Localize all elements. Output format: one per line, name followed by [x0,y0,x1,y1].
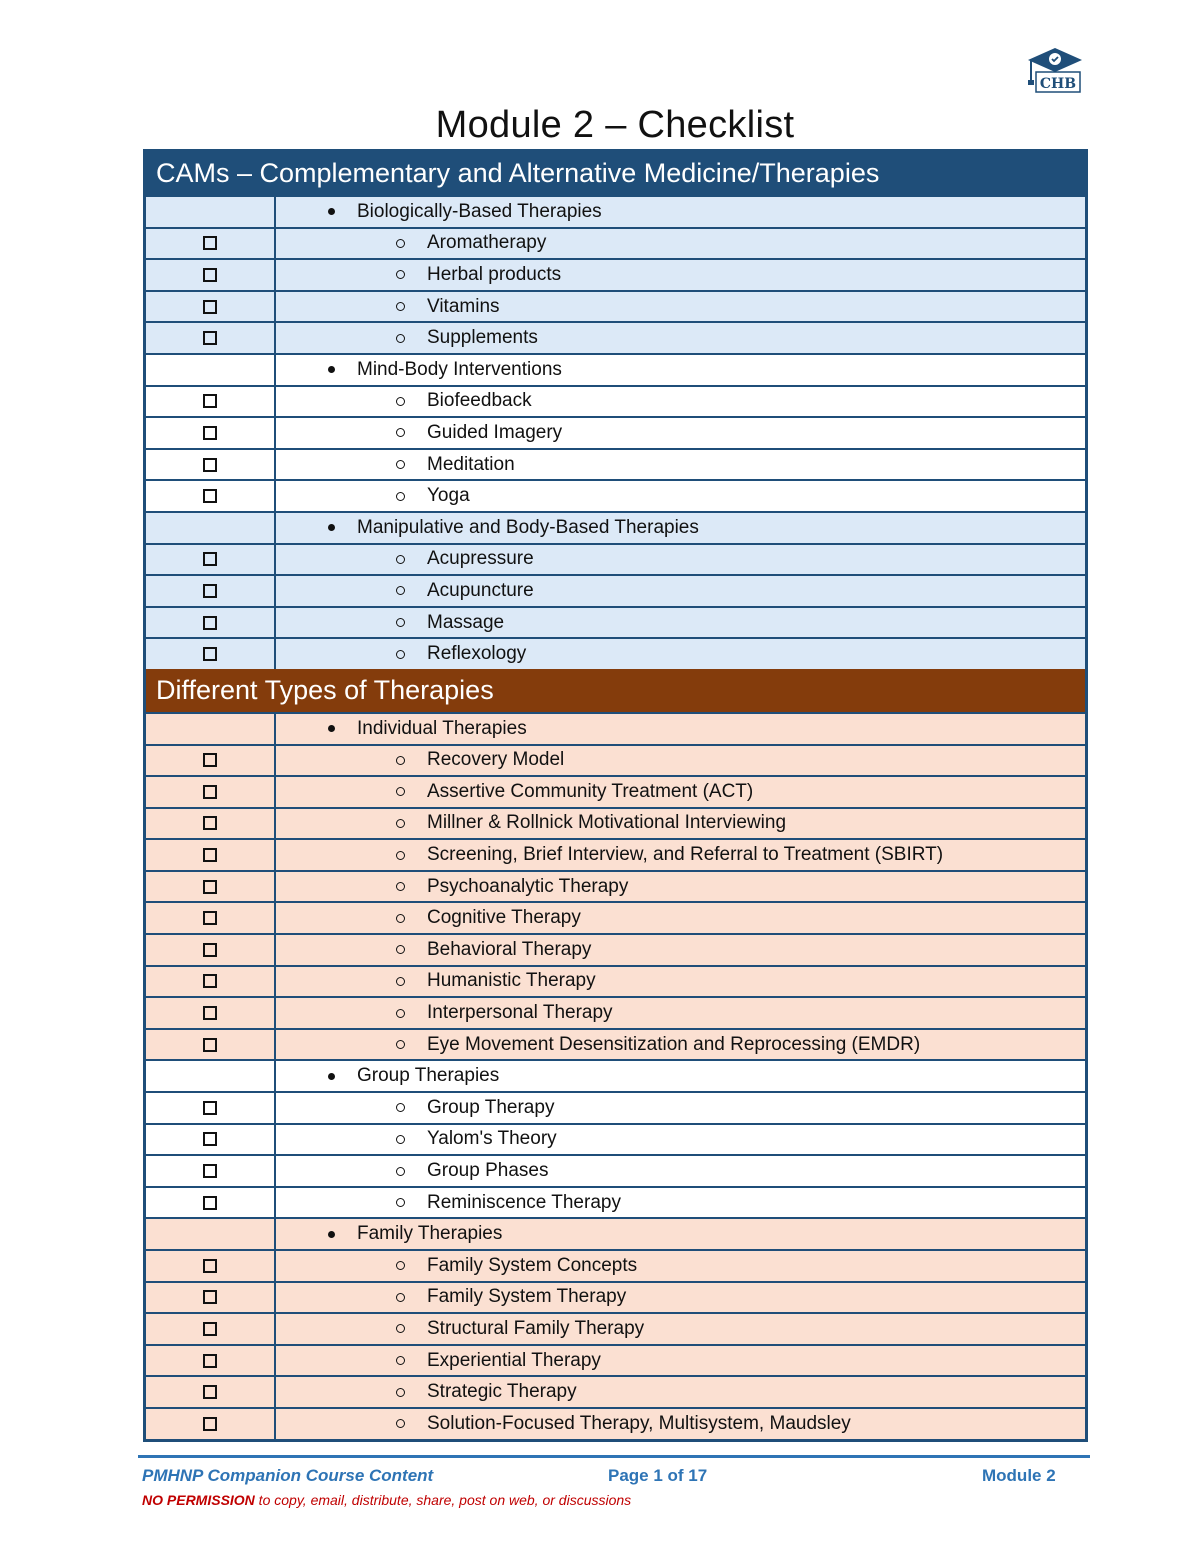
item-label-cell [276,323,1085,353]
item-label-cell [276,1188,1085,1218]
checklist-table [143,149,1088,1442]
item-label: Herbal products [427,263,562,285]
item-label: Structural Family Therapy [427,1317,645,1339]
group-label: Mind-Body Interventions [357,358,562,380]
bullet-icon [328,366,335,373]
notice-bold: NO PERMISSION [142,1492,255,1508]
checkbox-cell [146,481,276,511]
hollow-bullet-icon [396,618,405,627]
empty-box-cell [146,513,276,543]
checklist-item-row [146,227,1085,259]
hollow-bullet-icon [396,882,405,891]
bullet-icon [328,1231,335,1238]
empty-box-cell [146,1061,276,1091]
checklist-item-row [146,870,1085,902]
item-label-cell [276,840,1085,870]
group-row [146,511,1085,543]
checkbox[interactable] [203,911,217,925]
hollow-bullet-icon [396,555,405,564]
item-label: Group Therapy [427,1096,555,1118]
item-label: Acupressure [427,548,534,570]
item-label-cell [276,1156,1085,1186]
footer-module-label: Module 2 [982,1466,1056,1485]
checkbox-cell [146,777,276,807]
notice-rest: to copy, email, distribute, share, post on web, or discussions [254,1492,632,1508]
hollow-bullet-icon [396,239,405,248]
item-label-cell [276,450,1085,480]
checklist-item-row [146,933,1085,965]
checkbox[interactable] [203,1101,217,1115]
item-label-cell [276,809,1085,839]
checkbox[interactable] [203,1417,217,1431]
hollow-bullet-icon [396,1040,405,1049]
checkbox[interactable] [203,753,217,767]
checklist-item-row [146,1028,1085,1060]
checkbox[interactable] [203,1322,217,1336]
checkbox-cell [146,840,276,870]
item-label-cell [276,777,1085,807]
group-label: Manipulative and Body-Based Therapies [357,516,699,538]
empty-box-cell [146,197,276,227]
item-label-cell [276,998,1085,1028]
item-label: Strategic Therapy [427,1381,577,1403]
item-label: Family System Therapy [427,1286,627,1308]
checkbox-cell [146,387,276,417]
hollow-bullet-icon [396,1135,405,1144]
item-label-cell [276,576,1085,606]
hollow-bullet-icon [396,428,405,437]
hollow-bullet-icon [396,1419,405,1428]
item-label-cell [276,872,1085,902]
item-label-cell [276,545,1085,575]
hollow-bullet-icon [396,945,405,954]
checkbox[interactable] [203,331,217,345]
item-label: Psychoanalytic Therapy [427,875,629,897]
item-label-cell [276,1251,1085,1281]
group-row [146,1059,1085,1091]
checkbox-cell [146,1030,276,1060]
item-label-cell [276,935,1085,965]
footer-divider [138,1455,1090,1458]
checkbox[interactable] [203,268,217,282]
checkbox[interactable] [203,647,217,661]
hollow-bullet-icon [396,787,405,796]
checklist-item-row [146,637,1085,669]
logo-text: CHB [1039,76,1077,92]
item-label: Cognitive Therapy [427,907,581,929]
checkbox[interactable] [203,848,217,862]
item-label: Vitamins [427,295,500,317]
checkbox[interactable] [203,1132,217,1146]
item-label-cell [276,292,1085,322]
checklist-item-row [146,996,1085,1028]
item-label-cell [276,1346,1085,1376]
checkbox-cell [146,1377,276,1407]
hollow-bullet-icon [396,1388,405,1397]
item-label-cell [276,608,1085,638]
hollow-bullet-icon [396,1167,405,1176]
checkbox-cell [146,935,276,965]
checkbox-cell [146,1409,276,1439]
checkbox-cell [146,1251,276,1281]
checkbox-cell [146,809,276,839]
bullet-icon [328,524,335,531]
checkbox[interactable] [203,616,217,630]
item-label-cell [276,260,1085,290]
item-label: Humanistic Therapy [427,970,596,992]
item-label-cell [276,639,1085,669]
checkbox[interactable] [203,394,217,408]
checkbox[interactable] [203,1290,217,1304]
hollow-bullet-icon [396,756,405,765]
checklist-item-row [146,1091,1085,1123]
item-label: Supplements [427,327,538,349]
checkbox[interactable] [203,1385,217,1399]
section-header: CAMs – Complementary and Alternative Medicine/Therapies [146,152,1085,195]
hollow-bullet-icon [396,977,405,986]
checklist-item-row [146,1186,1085,1218]
group-row [146,712,1085,744]
hollow-bullet-icon [396,1103,405,1112]
item-label: Interpersonal Therapy [427,1002,613,1024]
checklist-item-row [146,901,1085,933]
checkbox-cell [146,608,276,638]
checklist-item-row [146,416,1085,448]
item-label-cell [276,229,1085,259]
checkbox-cell [146,323,276,353]
item-label: Behavioral Therapy [427,938,592,960]
checkbox-cell [146,576,276,606]
hollow-bullet-icon [396,851,405,860]
item-label: Acupuncture [427,579,534,601]
checkbox[interactable] [203,880,217,894]
item-label-cell [276,387,1085,417]
checkbox[interactable] [203,816,217,830]
hollow-bullet-icon [396,914,405,923]
checklist-item-row [146,1123,1085,1155]
checkbox-cell [146,967,276,997]
checkbox-cell [146,1093,276,1123]
item-label: Biofeedback [427,390,532,412]
checkbox[interactable] [203,426,217,440]
item-label: Millner & Rollnick Motivational Interviewing [427,812,787,834]
item-label: Screening, Brief Interview, and Referral to Treatment (SBIRT) [427,844,944,866]
item-label: Assertive Community Treatment (ACT) [427,780,754,802]
checklist-item-row [146,385,1085,417]
item-label-cell [276,1377,1085,1407]
bullet-icon [328,1073,335,1080]
hollow-bullet-icon [396,397,405,406]
checklist-item-row [146,775,1085,807]
item-label-cell [276,1283,1085,1313]
hollow-bullet-icon [396,819,405,828]
group-row [146,353,1085,385]
item-label: Group Phases [427,1160,549,1182]
bullet-icon [328,725,335,732]
checkbox[interactable] [203,552,217,566]
checkbox-cell [146,903,276,933]
checklist-item-row [146,838,1085,870]
checkbox-cell [146,998,276,1028]
hollow-bullet-icon [396,492,405,501]
bullet-icon [328,208,335,215]
checkbox-cell [146,450,276,480]
checkbox[interactable] [203,1196,217,1210]
checklist-item-row [146,258,1085,290]
checkbox-cell [146,746,276,776]
checkbox-cell [146,1156,276,1186]
item-label: Yoga [427,485,470,507]
hollow-bullet-icon [396,460,405,469]
checkbox-cell [146,1188,276,1218]
checkbox[interactable] [203,943,217,957]
checkbox[interactable] [203,974,217,988]
checkbox-cell [146,292,276,322]
checklist-item-row [146,1281,1085,1313]
checklist-item-row [146,321,1085,353]
footer-course-name: PMHNP Companion Course Content [142,1466,434,1485]
chb-logo [1026,46,1084,96]
checklist-item-row [146,479,1085,511]
checkbox[interactable] [203,300,217,314]
group-label-cell [276,355,1085,385]
checkbox-cell [146,1125,276,1155]
item-label: Reflexology [427,643,527,665]
checkbox[interactable] [203,1006,217,1020]
item-label-cell [276,1409,1085,1439]
item-label-cell [276,967,1085,997]
checkbox-cell [146,639,276,669]
checkbox-cell [146,229,276,259]
checklist-item-row [146,290,1085,322]
footer-copyright-notice [142,1492,631,1508]
item-label: Recovery Model [427,749,565,771]
hollow-bullet-icon [396,1198,405,1207]
group-label-cell [276,513,1085,543]
checkbox[interactable] [203,1164,217,1178]
section-header: Different Types of Therapies [146,669,1085,712]
empty-box-cell [146,355,276,385]
group-label-cell [276,197,1085,227]
item-label: Experiential Therapy [427,1349,601,1371]
checklist-item-row [146,1344,1085,1376]
item-label: Family System Concepts [427,1254,638,1276]
group-label: Group Therapies [357,1065,500,1087]
hollow-bullet-icon [396,1356,405,1365]
footer-page-number: Page 1 of 17 [608,1466,708,1485]
checkbox[interactable] [203,1038,217,1052]
checkbox[interactable] [203,489,217,503]
group-label: Family Therapies [357,1223,503,1245]
checklist-item-row [146,744,1085,776]
group-label: Biologically-Based Therapies [357,200,602,222]
item-label: Meditation [427,453,515,475]
item-label: Aromatherapy [427,232,547,254]
group-label: Individual Therapies [357,717,527,739]
checklist-item-row [146,1312,1085,1344]
empty-box-cell [146,714,276,744]
checkbox-cell [146,1283,276,1313]
item-label-cell [276,481,1085,511]
checklist-item-row [146,574,1085,606]
hollow-bullet-icon [396,586,405,595]
empty-box-cell [146,1219,276,1249]
checklist-item-row [146,1375,1085,1407]
checkbox-cell [146,872,276,902]
item-label: Guided Imagery [427,421,563,443]
checkbox[interactable] [203,1354,217,1368]
item-label: Eye Movement Desensitization and Reprocessing (EMDR) [427,1033,921,1055]
hollow-bullet-icon [396,650,405,659]
checkbox[interactable] [203,236,217,250]
hollow-bullet-icon [396,1261,405,1270]
checkbox-cell [146,545,276,575]
hollow-bullet-icon [396,1009,405,1018]
item-label-cell [276,746,1085,776]
checkbox[interactable] [203,1259,217,1273]
group-label-cell [276,1061,1085,1091]
page-title: Module 2 – Checklist [435,104,795,146]
group-row [146,195,1085,227]
item-label-cell [276,1314,1085,1344]
checkbox[interactable] [203,584,217,598]
checkbox[interactable] [203,458,217,472]
checklist-item-row [146,965,1085,997]
checkbox-cell [146,260,276,290]
hollow-bullet-icon [396,270,405,279]
checkbox-cell [146,418,276,448]
checklist-item-row [146,1249,1085,1281]
item-label-cell [276,903,1085,933]
hollow-bullet-icon [396,302,405,311]
checklist-item-row [146,1154,1085,1186]
group-label-cell [276,1219,1085,1249]
item-label-cell [276,1030,1085,1060]
group-label-cell [276,714,1085,744]
checklist-item-row [146,606,1085,638]
item-label: Massage [427,611,505,633]
hollow-bullet-icon [396,1324,405,1333]
checklist-item-row [146,1407,1085,1439]
item-label-cell [276,1125,1085,1155]
hollow-bullet-icon [396,334,405,343]
checkbox-cell [146,1314,276,1344]
hollow-bullet-icon [396,1293,405,1302]
item-label-cell [276,1093,1085,1123]
item-label: Yalom's Theory [427,1128,557,1150]
checkbox[interactable] [203,785,217,799]
checklist-item-row [146,807,1085,839]
item-label-cell [276,418,1085,448]
item-label: Solution-Focused Therapy, Multisystem, Maudsley [427,1412,851,1434]
item-label: Reminiscence Therapy [427,1191,621,1213]
checkbox-cell [146,1346,276,1376]
checklist-item-row [146,448,1085,480]
checklist-item-row [146,543,1085,575]
group-row [146,1217,1085,1249]
